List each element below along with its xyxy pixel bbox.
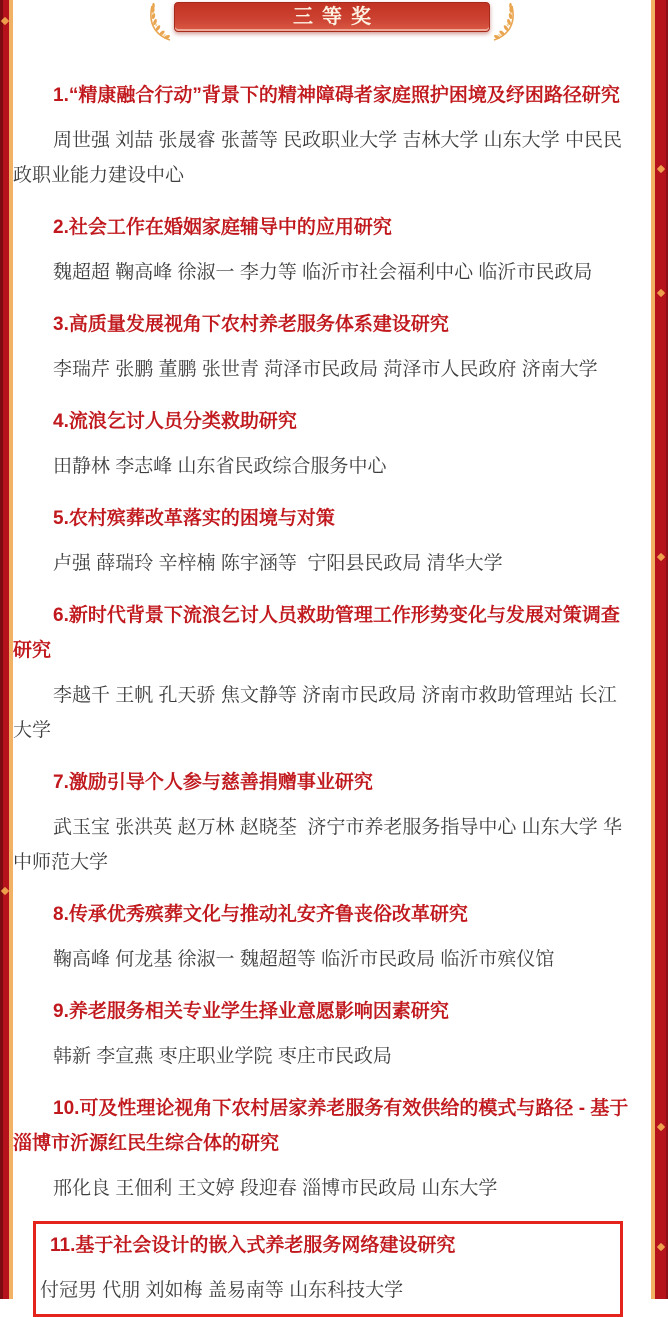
- award-item-highlighted: [33, 1221, 623, 1317]
- award-item-title: 6.新时代背景下流浪乞讨人员救助管理工作形势变化与发展对策调查研究: [13, 605, 620, 661]
- award-item: [13, 210, 629, 290]
- award-item-title: 2.社会工作在婚姻家庭辅导中的应用研究: [53, 217, 392, 238]
- award-item-authors: 李越千 王帆 孔天骄 焦文静等 济南市民政局 济南市救助管理站 长江大学: [13, 685, 617, 741]
- award-item-title: 3.高质量发展视角下农村养老服务体系建设研究: [53, 314, 449, 335]
- gold-stripe-left: [9, 0, 13, 1299]
- award-item: [13, 78, 629, 193]
- award-item: [13, 501, 629, 581]
- award-item-authors: 李瑞芹 张鹏 董鹏 张世青 菏泽市民政局 菏泽市人民政府 济南大学: [53, 359, 598, 380]
- gold-stripe-right: [651, 0, 655, 1299]
- laurel-right-icon: [491, 3, 521, 41]
- award-item-authors: 武玉宝 张洪英 赵万林 赵晓荃 济宁市养老服务指导中心 山东大学 华中师范大学: [13, 817, 622, 873]
- award-list: [13, 41, 651, 1317]
- award-item-title: 8.传承优秀殡葬文化与推动礼安齐鲁丧俗改革研究: [53, 904, 468, 925]
- award-item-title: 1.“精康融合行动”背景下的精神障碍者家庭照护困境及纾困路径研究: [53, 85, 620, 106]
- award-item: [13, 1091, 629, 1206]
- award-item: [13, 765, 629, 880]
- award-item-title: 5.农村殡葬改革落实的困境与对策: [53, 508, 335, 529]
- award-item-authors: 魏超超 鞠高峰 徐淑一 李力等 临沂市社会福利中心 临沂市民政局: [53, 262, 593, 283]
- article-body: [13, 0, 651, 1317]
- prize-banner-title: 三等奖: [293, 6, 380, 28]
- award-item-authors: 韩新 李宣燕 枣庄职业学院 枣庄市民政局: [53, 1046, 392, 1067]
- award-item-title: 10.可及性理论视角下农村居家养老服务有效供给的模式与路径 - 基于淄博市沂源红民生综合体的研究: [13, 1098, 629, 1154]
- award-item-authors: 周世强 刘喆 张晟睿 张蔷等 民政职业大学 吉林大学 山东大学 中民民政职业能力建设中心: [13, 130, 622, 186]
- prize-banner: [174, 2, 490, 32]
- laurel-left-icon: [143, 3, 173, 41]
- award-item-title: 11.基于社会设计的嵌入式养老服务网络建设研究: [50, 1235, 456, 1256]
- page-border-right: [655, 0, 668, 1299]
- award-item: [13, 404, 629, 484]
- award-item-authors: 卢强 薛瑞玲 辛梓楠 陈宇涵等 宁阳县民政局 清华大学: [53, 553, 503, 574]
- award-item-authors: 鞠高峰 何龙基 徐淑一 魏超超等 临沂市民政局 临沂市殡仪馆: [53, 949, 555, 970]
- award-item-title: 9.养老服务相关专业学生择业意愿影响因素研究: [53, 1001, 449, 1022]
- award-item-authors: 邢化良 王佃利 王文婷 段迎春 淄博市民政局 山东大学: [53, 1178, 498, 1199]
- prize-banner-row: [13, 0, 651, 41]
- award-item-title: 4.流浪乞讨人员分类救助研究: [53, 411, 297, 432]
- award-item-title: 7.激励引导个人参与慈善捐赠事业研究: [53, 772, 373, 793]
- award-item: [13, 598, 629, 748]
- award-item: [13, 897, 629, 977]
- award-item: [13, 307, 629, 387]
- award-item: [13, 994, 629, 1074]
- award-item-authors: 田静林 李志峰 山东省民政综合服务中心: [53, 456, 387, 477]
- page-border-left: [0, 0, 9, 1299]
- award-item-authors: 付冠男 代朋 刘如梅 盖易南等 山东科技大学: [40, 1280, 404, 1301]
